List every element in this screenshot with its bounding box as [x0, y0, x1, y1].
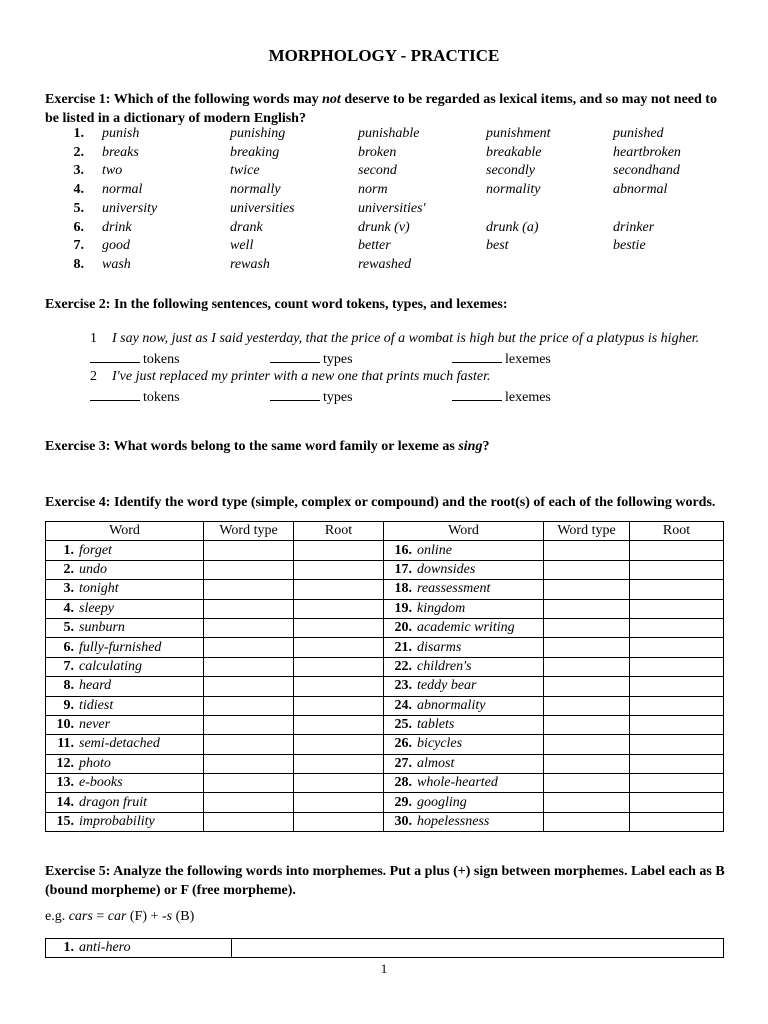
- example-word: cars: [68, 909, 93, 924]
- row-number: 1.: [63, 940, 74, 956]
- ex2-sentence-2: [90, 369, 491, 385]
- header-word: Word: [46, 522, 204, 541]
- item-number: 2.: [73, 144, 84, 160]
- word-type-answer-cell[interactable]: [544, 696, 630, 715]
- word-text: teddy bear: [417, 678, 477, 694]
- row-number: 25.: [394, 717, 412, 733]
- ex5-word-cell: [46, 939, 232, 958]
- word-cell: [46, 560, 204, 579]
- root-answer-cell[interactable]: [630, 541, 724, 560]
- root-answer-cell[interactable]: [294, 793, 384, 812]
- word-form: second: [358, 163, 397, 179]
- word-cell: [384, 541, 544, 560]
- root-answer-cell[interactable]: [630, 774, 724, 793]
- word-form: bestie: [613, 238, 646, 254]
- row-number: 28.: [394, 775, 412, 791]
- word-form: secondhand: [613, 163, 680, 179]
- root-answer-cell[interactable]: [294, 638, 384, 657]
- row-number: 15.: [56, 814, 74, 830]
- word-type-answer-cell[interactable]: [544, 677, 630, 696]
- table-row: [46, 793, 724, 812]
- row-number: 26.: [394, 736, 412, 752]
- word-text: improbability: [79, 814, 155, 830]
- word-text: sunburn: [79, 620, 125, 636]
- word-cell: [46, 618, 204, 637]
- row-number: 22.: [394, 658, 412, 674]
- word-type-answer-cell[interactable]: [544, 657, 630, 676]
- row-number: 24.: [394, 697, 412, 713]
- word-text: disarms: [417, 639, 462, 655]
- word-cell: [46, 541, 204, 560]
- exercise-2-heading: Exercise 2: In the following sentences, count word tokens, types, and lexemes:: [45, 297, 508, 312]
- item-number: 6.: [73, 219, 84, 235]
- header-word: Word: [384, 522, 544, 541]
- word-cell: [46, 580, 204, 599]
- row-number: 29.: [394, 794, 412, 810]
- row-number: 18.: [394, 581, 412, 597]
- word-form: abnormal: [613, 182, 668, 198]
- word-text: never: [79, 717, 111, 733]
- row-number: 30.: [394, 814, 412, 830]
- header-word-type: Word type: [544, 522, 630, 541]
- word-form: breaks: [102, 144, 139, 160]
- table-row: [46, 735, 724, 754]
- table-row: [46, 599, 724, 618]
- sentence-text: I've just replaced my printer with a new one that prints much faster.: [112, 369, 491, 384]
- word-form: rewash: [230, 256, 270, 272]
- word-form: drunk (v): [358, 219, 410, 235]
- types-label: types: [323, 390, 353, 405]
- word-type-answer-cell[interactable]: [204, 812, 294, 831]
- item-number: 3.: [73, 163, 84, 179]
- table-row: [46, 560, 724, 579]
- word-type-answer-cell[interactable]: [204, 696, 294, 715]
- row-number: 14.: [56, 794, 74, 810]
- word-type-answer-cell[interactable]: [544, 735, 630, 754]
- word-type-answer-cell[interactable]: [204, 541, 294, 560]
- word-form: punishing: [230, 126, 286, 141]
- ex1-heading-emphasis: not: [322, 92, 341, 107]
- word-form: better: [358, 238, 391, 254]
- row-number: 12.: [56, 755, 74, 771]
- root-answer-cell[interactable]: [630, 599, 724, 618]
- word-text: sleepy: [79, 600, 114, 616]
- row-number: 23.: [394, 678, 412, 694]
- word-type-answer-cell[interactable]: [204, 754, 294, 773]
- word-text: bicycles: [417, 736, 463, 752]
- word-type-answer-cell[interactable]: [204, 677, 294, 696]
- word-text: whole-hearted: [417, 775, 498, 791]
- word-type-answer-cell[interactable]: [544, 793, 630, 812]
- root-answer-cell[interactable]: [630, 793, 724, 812]
- word-form: drinker: [613, 219, 655, 235]
- root-answer-cell[interactable]: [294, 696, 384, 715]
- row-number: 13.: [56, 775, 74, 791]
- root-answer-cell[interactable]: [294, 774, 384, 793]
- root-answer-cell[interactable]: [630, 696, 724, 715]
- ex5-answer-cell[interactable]: [232, 939, 724, 958]
- word-form: broken: [358, 144, 397, 160]
- word-cell: [384, 735, 544, 754]
- word-form: drunk (a): [486, 219, 539, 235]
- root-answer-cell[interactable]: [294, 560, 384, 579]
- table-row: [46, 657, 724, 676]
- row-number: 21.: [394, 639, 412, 655]
- root-answer-cell[interactable]: [630, 735, 724, 754]
- word-cell: [384, 696, 544, 715]
- root-answer-cell[interactable]: [294, 599, 384, 618]
- word-form: universities': [358, 200, 426, 216]
- lexemes-blank[interactable]: [452, 388, 502, 401]
- word-type-answer-cell[interactable]: [204, 599, 294, 618]
- example-prefix: e.g.: [45, 909, 69, 924]
- row-number: 20.: [394, 620, 412, 636]
- word-cell: [384, 774, 544, 793]
- word-cell: [384, 793, 544, 812]
- root-answer-cell[interactable]: [630, 580, 724, 599]
- row-number: 7.: [63, 658, 74, 674]
- word-cell: [46, 599, 204, 618]
- root-answer-cell[interactable]: [294, 580, 384, 599]
- root-answer-cell[interactable]: [294, 735, 384, 754]
- table-row: [46, 638, 724, 657]
- word-text: fully-furnished: [79, 639, 162, 655]
- example-root: car: [107, 909, 127, 924]
- word-form: punish: [102, 126, 140, 141]
- exercise-1-heading: [45, 90, 725, 128]
- word-type-answer-cell[interactable]: [204, 657, 294, 676]
- item-number: 8.: [73, 256, 84, 272]
- root-answer-cell[interactable]: [294, 541, 384, 560]
- word-form: punishable: [358, 126, 420, 141]
- example-suffix: -s: [161, 909, 173, 924]
- word-cell: [384, 657, 544, 676]
- word-type-answer-cell[interactable]: [544, 715, 630, 734]
- sentence-number: 1: [90, 331, 97, 346]
- word-text: online: [417, 542, 452, 558]
- row-number: 5.: [63, 620, 74, 636]
- word-form: drink: [102, 219, 132, 235]
- word-form: wash: [102, 256, 131, 272]
- word-form: universities: [230, 200, 295, 216]
- tokens-blank[interactable]: [90, 388, 140, 401]
- ex2-sentence-1: [90, 331, 699, 347]
- word-text: heard: [79, 678, 112, 694]
- word-text: reassessment: [417, 581, 491, 597]
- row-number: 8.: [63, 678, 74, 694]
- row-number: 10.: [56, 717, 74, 733]
- word-form: normal: [102, 182, 143, 198]
- word-type-answer-cell[interactable]: [204, 638, 294, 657]
- word-type-answer-cell[interactable]: [204, 715, 294, 734]
- root-answer-cell[interactable]: [294, 677, 384, 696]
- word-cell: [384, 560, 544, 579]
- table-row: [46, 696, 724, 715]
- word-text: googling: [417, 794, 467, 810]
- word-form: rewashed: [358, 256, 412, 272]
- table-row: [46, 618, 724, 637]
- word-text: undo: [79, 561, 107, 577]
- table-row: [46, 812, 724, 831]
- word-text: e-books: [79, 775, 123, 791]
- word-type-answer-cell[interactable]: [544, 541, 630, 560]
- row-number: 11.: [57, 736, 74, 752]
- table-row: [46, 754, 724, 773]
- word-text: downsides: [417, 561, 476, 577]
- word-form: drank: [230, 219, 263, 235]
- word-cell: [384, 580, 544, 599]
- word-text: children's: [417, 658, 472, 674]
- root-answer-cell[interactable]: [294, 618, 384, 637]
- ex3-heading-punct: ?: [482, 439, 490, 454]
- word-cell: [384, 638, 544, 657]
- word-form: normality: [486, 182, 541, 198]
- exercise-4-table: [45, 521, 724, 832]
- row-number: 19.: [394, 600, 412, 616]
- root-answer-cell[interactable]: [630, 618, 724, 637]
- sentence-number: 2: [90, 369, 97, 384]
- row-number: 6.: [63, 639, 74, 655]
- word-cell: [46, 657, 204, 676]
- word-type-answer-cell[interactable]: [204, 580, 294, 599]
- table-row: [46, 715, 724, 734]
- word-type-answer-cell[interactable]: [204, 793, 294, 812]
- exercise-4-heading: Exercise 4: Identify the word type (simple, complex or compound) and the root(s) of each of the following words.: [45, 495, 716, 510]
- tokens-label: tokens: [143, 390, 180, 405]
- word-cell: [46, 715, 204, 734]
- word-form: breakable: [486, 144, 542, 160]
- word-cell: [46, 677, 204, 696]
- word-text: almost: [417, 755, 455, 771]
- row-number: 16.: [394, 542, 412, 558]
- ex1-heading-text-b: deserve to be regarded as lexical items, and so may not need to be listed in a dictionary of modern English?: [45, 92, 717, 126]
- row-number: 3.: [63, 581, 74, 597]
- item-number: 7.: [73, 238, 84, 254]
- exercise-5-table: [45, 938, 724, 958]
- item-number: 5.: [73, 200, 84, 216]
- word-cell: [46, 735, 204, 754]
- types-blank[interactable]: [270, 350, 320, 363]
- example-bound-label: (B): [172, 909, 195, 924]
- row-number: 1.: [63, 542, 74, 558]
- word-text: photo: [79, 755, 111, 771]
- word-type-answer-cell[interactable]: [544, 618, 630, 637]
- root-answer-cell[interactable]: [630, 657, 724, 676]
- root-answer-cell[interactable]: [630, 715, 724, 734]
- row-number: 27.: [394, 755, 412, 771]
- word-text: tablets: [417, 717, 455, 733]
- page-number: 1: [380, 961, 388, 976]
- word-text: dragon fruit: [79, 794, 148, 810]
- word-form: punished: [613, 126, 664, 141]
- example-equals: =: [92, 909, 108, 924]
- word-text: abnormality: [417, 697, 486, 713]
- word-text: academic writing: [417, 620, 515, 636]
- word-type-answer-cell[interactable]: [544, 580, 630, 599]
- word-form: university: [102, 200, 158, 216]
- table-row: [46, 939, 724, 958]
- sentence-text: I say now, just as I said yesterday, that the price of a wombat is high but the price of a platypus is higher.: [112, 331, 700, 346]
- word-type-answer-cell[interactable]: [544, 599, 630, 618]
- word-type-answer-cell[interactable]: [204, 735, 294, 754]
- tokens-blank[interactable]: [90, 350, 140, 363]
- word-text: kingdom: [417, 600, 466, 616]
- word-form: twice: [230, 163, 260, 179]
- types-blank[interactable]: [270, 388, 320, 401]
- root-answer-cell[interactable]: [630, 677, 724, 696]
- table-header-row: [46, 522, 724, 541]
- word-type-answer-cell[interactable]: [204, 774, 294, 793]
- tokens-label: tokens: [143, 352, 180, 367]
- table-row: [46, 580, 724, 599]
- word-text: forget: [79, 542, 112, 558]
- ex1-heading-text-a: Exercise 1: Which of the following words may: [45, 92, 323, 107]
- lexemes-label: lexemes: [505, 352, 551, 367]
- word-cell: [46, 812, 204, 831]
- word-type-answer-cell[interactable]: [204, 618, 294, 637]
- root-answer-cell[interactable]: [630, 812, 724, 831]
- word-form: two: [102, 163, 123, 179]
- word-type-answer-cell[interactable]: [204, 560, 294, 579]
- root-answer-cell[interactable]: [630, 754, 724, 773]
- word-cell: [46, 793, 204, 812]
- word-text: anti-hero: [79, 940, 131, 956]
- word-cell: [46, 638, 204, 657]
- word-form: secondly: [486, 163, 535, 179]
- lexemes-label: lexemes: [505, 390, 551, 405]
- page-title: MORPHOLOGY - PRACTICE: [268, 46, 500, 65]
- exercise-3-heading: [45, 437, 725, 456]
- word-cell: [46, 696, 204, 715]
- root-answer-cell[interactable]: [294, 812, 384, 831]
- word-cell: [46, 774, 204, 793]
- word-text: tidiest: [79, 697, 114, 713]
- table-row: [46, 541, 724, 560]
- root-answer-cell[interactable]: [630, 638, 724, 657]
- root-answer-cell[interactable]: [294, 657, 384, 676]
- word-cell: [384, 715, 544, 734]
- word-text: calculating: [79, 658, 142, 674]
- word-form: norm: [358, 182, 388, 198]
- row-number: 4.: [63, 600, 74, 616]
- word-cell: [384, 599, 544, 618]
- word-type-answer-cell[interactable]: [544, 754, 630, 773]
- root-answer-cell[interactable]: [294, 754, 384, 773]
- word-cell: [384, 812, 544, 831]
- word-cell: [384, 618, 544, 637]
- ex3-heading-text: Exercise 3: What words belong to the same word family or lexeme as: [45, 439, 459, 454]
- exercise-4-table-body: [46, 541, 724, 832]
- item-number: 4.: [73, 182, 84, 198]
- row-number: 2.: [63, 561, 74, 577]
- header-word-type: Word type: [204, 522, 294, 541]
- word-type-answer-cell[interactable]: [544, 774, 630, 793]
- word-form: well: [230, 238, 254, 254]
- root-answer-cell[interactable]: [294, 715, 384, 734]
- item-number: 1.: [73, 126, 84, 141]
- exercise-5-heading: Exercise 5: Analyze the following words into morphemes. Put a plus (+) sign between morphemes. Label each as B (bound morpheme) or F (free morpheme).: [45, 864, 725, 898]
- ex3-heading-emphasis: sing: [458, 439, 483, 454]
- word-cell: [384, 677, 544, 696]
- row-number: 17.: [394, 561, 412, 577]
- word-form: heartbroken: [613, 144, 681, 160]
- word-form: breaking: [230, 144, 280, 160]
- word-type-answer-cell[interactable]: [544, 638, 630, 657]
- table-row: [46, 677, 724, 696]
- word-type-answer-cell[interactable]: [544, 812, 630, 831]
- header-root: Root: [294, 522, 384, 541]
- example-free-label: (F) +: [126, 909, 162, 924]
- types-label: types: [323, 352, 353, 367]
- lexemes-blank[interactable]: [452, 350, 502, 363]
- word-text: semi-detached: [79, 736, 160, 752]
- word-type-answer-cell[interactable]: [544, 560, 630, 579]
- table-row: [46, 774, 724, 793]
- word-text: hopelessness: [417, 814, 490, 830]
- word-cell: [384, 754, 544, 773]
- word-form: normally: [230, 182, 281, 198]
- word-form: punishment: [486, 126, 551, 141]
- row-number: 9.: [63, 697, 74, 713]
- header-root: Root: [630, 522, 724, 541]
- word-form: good: [102, 238, 130, 254]
- root-answer-cell[interactable]: [630, 560, 724, 579]
- word-form: best: [486, 238, 509, 254]
- word-text: tonight: [79, 581, 119, 597]
- ex5-example: [45, 909, 194, 925]
- word-cell: [46, 754, 204, 773]
